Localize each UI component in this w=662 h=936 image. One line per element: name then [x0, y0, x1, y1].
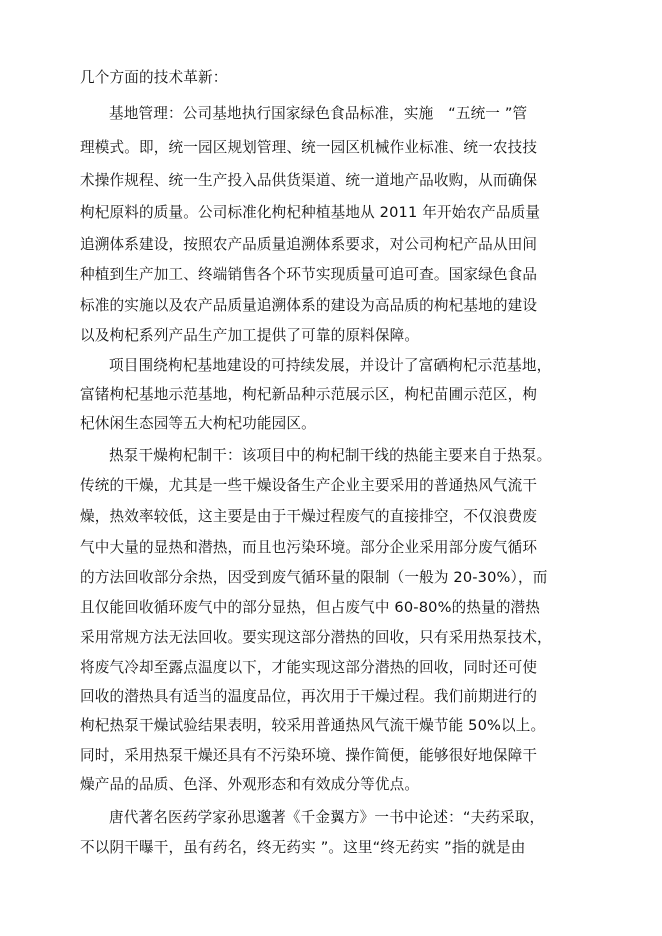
text-line: 标准的实施以及农产品质量追溯体系的建设为高品质的枸杞基地的建设	[80, 297, 538, 314]
text-line: 且仅能回收循环废气中的部分显热，但占废气中 60-80%的热量的潜热	[80, 599, 541, 616]
text-line: 种植到生产加工、终端销售各个环节实现质量可追可查。国家绿色食品	[80, 266, 538, 283]
text-line: 燥，热效率较低，这主要是由于干燥过程废气的直接排空，不仅浪费废	[80, 508, 538, 525]
paragraph-start-line: 项目围绕枸杞基地建设的可持续发展，并设计了富硒枸杞示范基地，	[109, 357, 552, 374]
text-line: 不以阴干曝干，虽有药名，终无药实 ”。这里“终无药实 ”指的就是由	[80, 839, 526, 856]
paragraph-start-line: 唐代著名医药学家孙思邈著《千金翼方》一书中论述：“夫药采取，	[109, 809, 545, 826]
text-line: 燥产品的品质、色泽、外观形态和有效成分等优点。	[80, 776, 420, 793]
text-line: 同时，采用热泵干燥还具有不污染环境、操作简便，能够很好地保障干	[80, 747, 538, 764]
text-line: 气中大量的显热和潜热，而且也污染环境。部分企业采用部分废气循环	[80, 539, 538, 556]
paragraph-start-line: 热泵干燥枸杞制干：该项目中的枸杞制干线的热能主要来自于热泵。	[109, 447, 552, 464]
text-line: 传统的干燥，尤其是一些干燥设备生产企业主要采用的普通热风气流干	[80, 477, 538, 494]
text-line: 几个方面的技术革新：	[80, 69, 228, 86]
text-line: 回收的潜热具有适当的温度品位，再次用于干燥过程。我们前期进行的	[80, 688, 538, 705]
text-line: 追溯体系建设，按照农产品质量追溯体系要求，对公司枸杞产品从田间	[80, 236, 538, 253]
text-line: 的方法回收部分余热，因受到废气循环量的限制（一般为 20-30%），而	[80, 569, 548, 586]
paragraph-start-line: 基地管理：公司基地执行国家绿色食品标准，实施 “五统一 ”管	[109, 105, 528, 122]
text-line: 采用常规方法无法回收。要实现这部分潜热的回收，只有采用热泵技术，	[80, 629, 552, 646]
text-line: 术操作规程、统一生产投入品供货渠道、统一道地产品收购，从而确保	[80, 172, 538, 189]
text-line: 富锗枸杞基地示范基地，枸杞新品种示范展示区，枸杞苗圃示范区，枸	[80, 386, 538, 403]
text-line: 理模式。即，统一园区规划管理、统一园区机械作业标准、统一农技技	[80, 139, 538, 156]
text-line: 枸杞原料的质量。公司标准化枸杞种植基地从 2011 年开始农产品质量	[80, 204, 541, 221]
text-line: 将废气冷却至露点温度以下，才能实现这部分潜热的回收，同时还可使	[80, 659, 538, 676]
text-line: 杞休闲生态园等五大枸杞功能园区。	[80, 415, 316, 432]
text-line: 枸杞热泵干燥试验结果表明，较采用普通热风气流干燥节能 50%以上。	[80, 717, 546, 734]
text-line: 以及枸杞系列产品生产加工提供了可靠的原料保障。	[80, 327, 420, 344]
